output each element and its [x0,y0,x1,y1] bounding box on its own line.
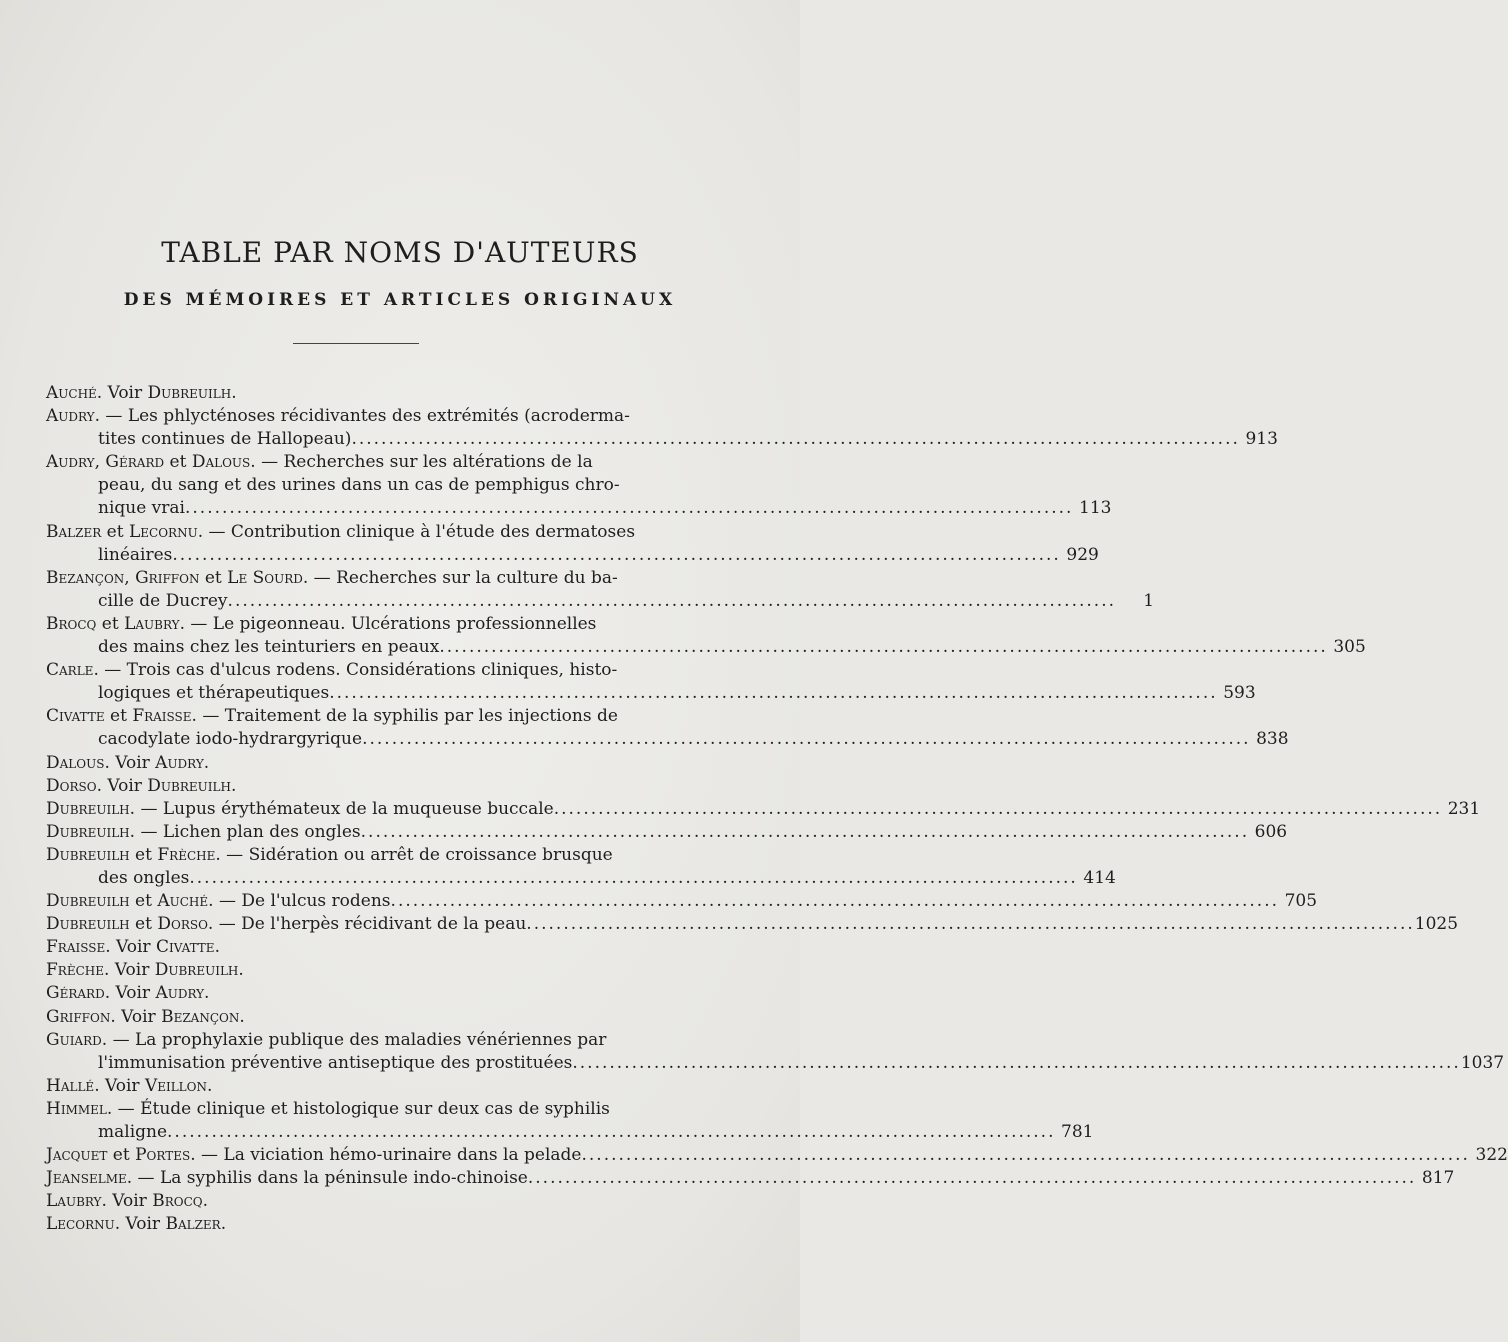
author-separator: et [101,521,129,542]
dot-leader: ........................................................................................................................ [439,637,1328,658]
cross-reference-end: . [207,1075,213,1096]
author-name: Bezançon [46,567,125,588]
index-entry [46,705,1289,751]
entry-title-text: . — Les phlycténoses récidivantes des extrémités (acroderma- [94,406,630,427]
dot-leader: ........................................................................................................................ [172,544,1061,565]
author-separator: et [199,567,228,588]
entry-title-text: des ongles [98,867,190,888]
index-entry [46,1075,656,1098]
author-name: Frèche [46,960,104,981]
cross-reference-author: Dubreuilh [147,383,232,403]
entry-title-text: . — Traitement de la syphilis par les injections de [191,706,618,727]
author-name: Griffon [135,567,200,588]
entry-first-line [46,405,656,428]
entry-first-line [46,521,656,544]
index-entry [46,451,1112,520]
entry-first-line [46,798,1481,821]
cross-reference-author: Audry [155,983,205,1004]
entry-first-line [46,1167,1455,1190]
entry-first-line [46,913,1459,936]
entry-first-line [46,613,656,636]
cross-reference-label: . Voir [114,1214,166,1235]
cross-reference-author: Balzer [165,1214,221,1235]
entry-text-segment [98,728,362,751]
author-name: Portes [135,1145,191,1166]
dot-leader: ........................................................................................................................ [526,914,1415,935]
entry-text-segment [98,682,329,705]
author-name: Audry [46,406,95,427]
entry-first-line [46,821,1288,844]
cross-reference-end: . [238,960,244,981]
index-entry [46,752,656,775]
entry-title-text: . — Recherches sur les altérations de la [250,452,593,473]
entry-title-text: . — Le pigeonneau. Ulcérations professionnelles [179,613,597,634]
author-name: Jeanselme [46,1168,127,1189]
page-title: TABLE PAR NOMS D'AUTEURS [161,236,639,269]
entry-text-segment [46,821,361,844]
author-name: Hallé [46,1075,95,1096]
author-name: Gérard [105,452,165,473]
cross-reference-label: . Voir [105,937,156,958]
author-name: Dubreuilh [46,798,130,819]
entry-text-segment [46,1144,581,1167]
entry-first-line [46,1029,656,1052]
entry-first-line [46,936,656,959]
entry-title-text: maligne [98,1122,168,1142]
dot-leader: ........................................................................................................................ [351,429,1240,450]
index-entry [46,1098,1094,1144]
cross-reference-end: . [230,775,237,796]
index-entry [46,890,1318,913]
author-name: Laubry [46,1191,102,1212]
entry-first-line [46,844,656,867]
author-name: Carle [46,660,94,681]
entry-title-text: . — La viciation hémo-urinaire dans la pelade [190,1145,582,1166]
title-rule [293,343,419,344]
entry-title-text: l'immunisation préventive antiseptique des prostituées [98,1052,573,1073]
author-name: Brocq [46,613,97,634]
page-number: 781 [1061,1122,1094,1142]
index-entry [46,613,1366,659]
cross-reference-label: . Voir [104,960,155,981]
entry-first-line [46,1190,656,1213]
entry-title-text: . — Recherches sur la culture du ba- [302,567,618,588]
author-name: Lecornu [128,521,198,542]
author-name: Dubreuilh [46,914,130,935]
entry-first-line [46,982,656,1005]
entry-title-text: . — Étude clinique et histologique sur deux cas de syphilis [106,1098,610,1119]
entry-title-text: cacodylate iodo-hydrargyrique [98,729,363,750]
cross-reference-end: . [214,937,220,958]
entry-first-line [46,659,656,682]
entry-title-text: tites continues de Hallopeau) [98,429,352,450]
cross-reference-label: . Voir [104,983,156,1004]
cross-reference-label: . Voir [96,775,148,796]
cross-reference-label: . Voir [101,1191,153,1212]
page-number: 1025 [1414,914,1459,935]
page-number: 322 [1475,1145,1508,1166]
entry-text-segment [98,544,172,567]
index-entry [46,567,1155,613]
entry-text-segment [98,1121,167,1144]
entry-first-line [46,1213,656,1236]
entry-text-segment [98,636,439,659]
author-name: Himmel [46,1098,107,1119]
author-name: Balzer [46,521,102,542]
entry-first-line [46,1075,656,1098]
dot-leader: ........................................................................................................................ [527,1168,1417,1189]
author-separator: , [94,452,106,473]
author-name: Fraisse [132,706,192,727]
page-number: 838 [1256,729,1289,750]
entry-text-segment [98,867,189,890]
entry-title-text: . — La syphilis dans la péninsule indo-chinoise [126,1168,528,1189]
author-name: Dorso [157,914,208,935]
page-number: 929 [1066,544,1099,565]
entry-text-segment [98,428,351,451]
page-number: 113 [1079,498,1112,519]
index-entry [46,1167,1455,1190]
entry-title-text: . — Lupus érythémateux de la muqueuse buccale [129,798,554,819]
page-number: 913 [1245,429,1278,450]
page-number: 231 [1447,798,1481,819]
entry-first-line [46,1098,656,1121]
entry-title-text: . — De l'ulcus rodens [208,891,391,912]
author-name: Dalous [191,452,251,473]
author-index-list [46,382,1508,1236]
page-number: 593 [1223,683,1256,704]
author-name: Dalous [46,752,105,773]
entry-text-segment [46,798,554,821]
entry-title-text: logiques et thérapeutiques [98,683,330,704]
index-entry [46,959,656,982]
entry-first-line [46,1144,1508,1167]
dot-leader: ........................................................................................................................ [362,729,1251,750]
cross-reference-author: Audry [155,752,204,773]
author-separator: et [129,891,158,912]
author-name: Auché [157,891,209,912]
author-name: Dubreuilh [46,891,130,912]
cross-reference-author: Brocq [152,1191,203,1212]
author-name: Jacquet [46,1145,108,1166]
author-name: Griffon [46,1006,111,1027]
entry-title-text: peau, du sang et des urines dans un cas de pemphigus chro- [98,475,620,496]
entry-first-line [46,705,656,728]
author-separator: et [129,844,158,865]
author-name: Auché [46,383,97,403]
author-name: Dorso [46,775,97,796]
entry-continuation-line [46,1052,1505,1075]
entry-title-text: nique vrai [98,498,185,519]
entry-continuation-line [46,867,1116,890]
entry-continuation-line [46,1121,1094,1144]
cross-reference-author: Dubreuilh [147,775,231,796]
entry-text-segment [46,890,391,913]
index-entry [46,405,1278,451]
entry-continuation-line [46,428,1278,451]
index-entry [46,982,656,1005]
cross-reference-author: Civatte [155,937,215,958]
cross-reference-label: . Voir [94,1075,145,1096]
author-name: Audry [46,452,95,473]
entry-title-text: . — Lichen plan des ongles [129,821,361,842]
page-number: 705 [1284,891,1318,912]
cross-reference-author: Bezançon [161,1006,240,1027]
dot-leader: ........................................................................................................................ [360,821,1250,842]
entry-title-text: linéaires [98,544,173,565]
author-name: Fraisse [46,937,106,958]
page-number: 305 [1333,637,1366,658]
index-entry [46,1213,656,1236]
page-number: 606 [1254,821,1288,842]
author-name: Frèche [157,844,216,865]
index-entry [46,659,1256,705]
cross-reference-author: Dubreuilh [154,960,239,981]
cross-reference-end: . [239,1006,245,1027]
entry-title-text: . — La prophylaxie publique des maladies vénériennes par [101,1029,607,1050]
entry-first-line [46,567,656,590]
index-entry [46,1006,656,1029]
entry-continuation-line [46,590,1155,613]
entry-first-line [46,752,656,775]
dot-leader: ........................................................................................................................ [329,683,1218,704]
entry-title-text: . — Trois cas d'ulcus rodens. Considérations cliniques, histo- [93,660,618,681]
author-name: Le Sourd [227,567,303,588]
entry-title-text: cille de Ducrey [98,590,228,611]
dot-leader: ........................................................................................................................ [390,891,1280,912]
entry-text-segment [46,913,526,936]
author-separator: , [124,567,136,588]
index-entry [46,1190,656,1213]
cross-reference-label: . Voir [104,752,156,773]
entry-first-line [46,451,656,474]
author-separator: et [164,452,192,473]
entry-continuation-line [46,728,1289,751]
entry-text-segment [98,497,185,520]
entry-title-text: des mains chez les teinturiers en peaux [98,637,440,658]
author-name: Guiard [46,1029,102,1050]
cross-reference-end: . [202,1191,209,1212]
author-name: Lecornu [46,1214,115,1235]
entry-continuation-line [46,636,1366,659]
cross-reference-end: . [231,383,237,403]
cross-reference-end: . [220,1214,227,1235]
dot-leader: ........................................................................................................................ [572,1052,1461,1073]
cross-reference-author: Veillon [144,1075,207,1096]
author-name: Gérard [46,983,105,1004]
entry-title-text: . — De l'herpès récidivant de la peau [207,914,527,935]
entry-first-line [46,775,656,798]
index-entry [46,1144,1508,1167]
entry-continuation-line [46,544,1099,567]
entry-text-segment [98,590,228,613]
entry-continuation-line [46,497,1112,520]
entry-first-line [46,1006,656,1029]
page-number: 817 [1421,1168,1455,1189]
page-number: 1 [1143,590,1155,611]
entry-first-line [46,890,1318,913]
dot-leader: ........................................................................................................................ [167,1122,1056,1142]
entry-first-line [46,959,656,982]
entry-continuation-line [46,474,656,497]
entry-title-text: . — Contribution clinique à l'étude des dermatoses [197,521,636,542]
entry-text-segment [98,1052,572,1075]
entry-continuation-line [46,682,1256,705]
entry-first-line [46,382,656,405]
index-entry [46,382,656,405]
index-entry [46,775,656,798]
entry-title-text: . — Sidération ou arrêt de croissance brusque [215,844,613,865]
dot-leader: ........................................................................................................................ [581,1145,1470,1166]
dot-leader: ........................................................................................................................ [184,498,1074,519]
author-name: Laubry [124,613,180,634]
index-entry [46,1029,1505,1075]
page-subtitle: DES MÉMOIRES ET ARTICLES ORIGINAUX [123,290,677,310]
page-number: 414 [1083,867,1116,888]
index-entry [46,521,1099,567]
author-separator: et [104,706,133,727]
author-separator: et [129,914,158,935]
author-name: Dubreuilh [46,844,130,865]
index-entry [46,821,1288,844]
page-number: 1037 [1460,1052,1505,1073]
dot-leader: ........................................................................................................................ [189,867,1078,888]
index-entry [46,844,1116,890]
author-name: Dubreuilh [46,821,130,842]
index-entry [46,913,1459,936]
index-entry [46,936,656,959]
author-separator: et [96,613,125,634]
entry-text-segment [46,1167,528,1190]
cross-reference-end: . [204,983,210,1004]
cross-reference-label: . Voir [110,1006,162,1027]
author-name: Civatte [46,706,105,727]
dot-leader: ........................................................................................................................ [553,798,1443,819]
dot-leader: ........................................................................................................................ [227,590,1117,611]
cross-reference-end: . [203,752,210,773]
index-entry [46,798,1481,821]
author-separator: et [107,1145,136,1166]
cross-reference-label: . Voir [96,383,148,403]
